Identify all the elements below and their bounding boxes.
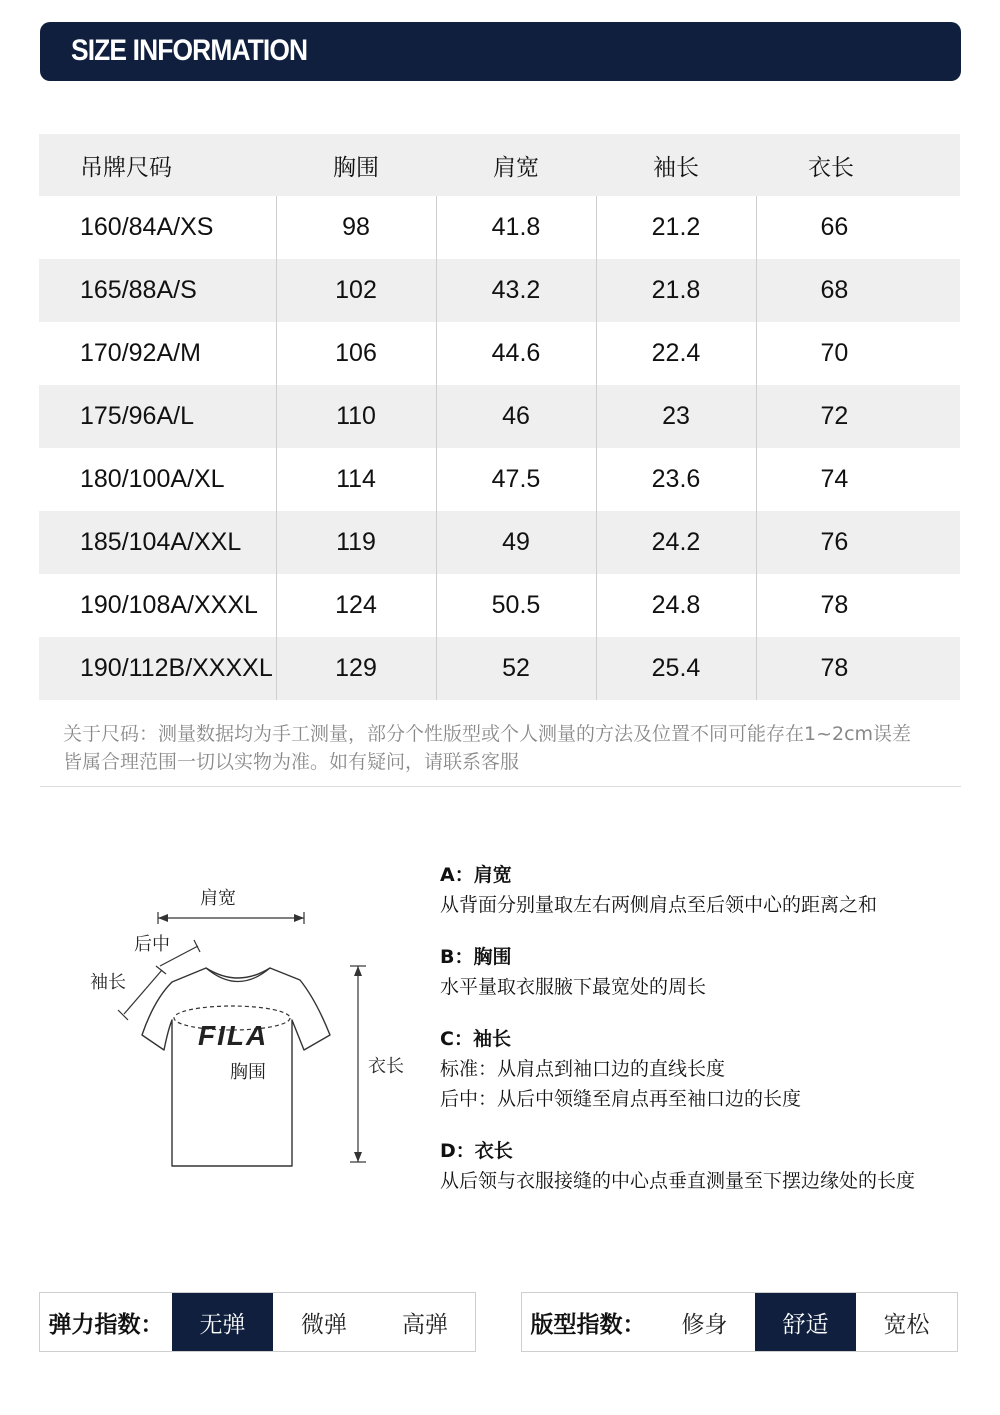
measurement-cell: 110: [276, 385, 436, 448]
fit-option[interactable]: 修身: [681, 1311, 728, 1338]
measurement-cell: 47.5: [436, 448, 596, 511]
measurement-cell: 25.4: [596, 637, 756, 700]
elasticity-option[interactable]: 无弹: [172, 1293, 273, 1351]
fit-index: [521, 1292, 958, 1352]
elasticity-label: 弹力指数：: [48, 1311, 164, 1338]
size-cell: 190/108A/XXXL: [80, 591, 258, 619]
table-row: [39, 196, 960, 259]
definition-text: 从背面分别量取左右两侧肩点至后领中心的距离之和: [440, 894, 878, 916]
measurement-cell: 50.5: [436, 574, 596, 637]
measurement-cell: 119: [276, 511, 436, 574]
measurement-diagram: [80, 870, 420, 1190]
measurement-cell: 66: [756, 196, 960, 259]
measurement-cell: 124: [276, 574, 436, 637]
measurement-cell: 78: [756, 574, 960, 637]
definition-text: 后中：从后中领缝至肩点再至袖口边的长度: [440, 1088, 802, 1110]
chest-label: 胸围: [230, 1062, 266, 1083]
fit-option[interactable]: 舒适: [755, 1293, 856, 1351]
elasticity-option[interactable]: 高弹: [402, 1311, 448, 1338]
definition-block: [440, 860, 980, 920]
measurement-cell: 98: [276, 196, 436, 259]
measurement-cell: 78: [756, 637, 960, 700]
table-header-row: [39, 134, 960, 196]
column-header-sleeve: 袖长: [596, 134, 756, 196]
table-row: [39, 385, 960, 448]
size-cell: 165/88A/S: [39, 259, 276, 322]
size-table: [39, 134, 960, 700]
measurement-cell: 24.8: [596, 574, 756, 637]
column-header-shoulder: 肩宽: [436, 134, 596, 196]
measurement-cell: 24.2: [596, 511, 756, 574]
definition-text: 水平量取衣服腋下最宽处的周长: [440, 976, 707, 998]
measurement-cell: 41.8: [436, 196, 596, 259]
measurement-cell: 21.2: [596, 196, 756, 259]
fit-label: 版型指数：: [530, 1311, 646, 1338]
note-line: 皆属合理范围一切以实物为准。如有疑问，请联系客服: [63, 751, 520, 773]
table-row: [39, 574, 960, 637]
measurement-cell: 46: [436, 385, 596, 448]
definition-title: D：衣长: [440, 1140, 513, 1162]
measurement-cell: 114: [276, 448, 436, 511]
size-cell: 175/96A/L: [39, 385, 276, 448]
length-label: 衣长: [368, 1056, 404, 1077]
back-center-label: 后中: [134, 934, 170, 955]
definition-title: A：肩宽: [440, 864, 512, 886]
size-cell: 170/92A/M: [80, 339, 201, 367]
measurement-cell: 76: [756, 511, 960, 574]
definition-block: [440, 1136, 980, 1196]
size-cell: 160/84A/XS: [80, 213, 214, 241]
elasticity-index: [39, 1292, 476, 1352]
column-header-length: 衣长: [756, 134, 960, 196]
table-row: [39, 637, 960, 700]
table-row: [39, 322, 960, 385]
measurement-cell: 70: [756, 322, 960, 385]
measurement-cell: 72: [756, 385, 960, 448]
table-row: [39, 448, 960, 511]
definition-title: B：胸围: [440, 946, 512, 968]
section-header: [40, 22, 961, 81]
measurement-cell: 43.2: [436, 259, 596, 322]
measurement-cell: 22.4: [596, 322, 756, 385]
measurement-cell: 21.8: [596, 259, 756, 322]
size-cell: 190/112B/XXXXL: [39, 637, 276, 700]
definition-text: 标准：从肩点到袖口边的直线长度: [440, 1058, 726, 1080]
measurement-cell: 74: [756, 448, 960, 511]
note-line: 关于尺码：测量数据均为手工测量，部分个性版型或个人测量的方法及位置不同可能存在1~2cm误差: [63, 723, 912, 745]
measurement-cell: 52: [436, 637, 596, 700]
table-row: [39, 511, 960, 574]
measurement-cell: 23.6: [596, 448, 756, 511]
section-title: SIZE INFORMATION: [71, 34, 308, 67]
definition-block: [440, 942, 980, 1002]
measurement-cell: 49: [436, 511, 596, 574]
fila-logo: FILA: [198, 1020, 269, 1051]
size-note: [63, 720, 963, 776]
size-cell: 185/104A/XXL: [39, 511, 276, 574]
measurement-cell: 106: [276, 322, 436, 385]
measurement-cell: 44.6: [436, 322, 596, 385]
size-cell: 180/100A/XL: [80, 465, 225, 493]
elasticity-option[interactable]: 微弹: [301, 1311, 347, 1338]
definition-text: 从后领与衣服接缝的中心点垂直测量至下摆边缘处的长度: [440, 1170, 916, 1192]
divider: [40, 786, 961, 787]
shoulder-label: 肩宽: [200, 888, 236, 909]
fit-option[interactable]: 宽松: [883, 1311, 930, 1338]
measurement-cell: 68: [756, 259, 960, 322]
definition-block: [440, 1024, 980, 1114]
sleeve-label: 袖长: [90, 972, 126, 993]
column-header-size: 吊牌尺码: [39, 134, 276, 196]
table-row: [39, 259, 960, 322]
definition-title: C：袖长: [440, 1028, 511, 1050]
measurement-cell: 129: [276, 637, 436, 700]
measurement-cell: 102: [276, 259, 436, 322]
column-header-chest: 胸围: [276, 134, 436, 196]
measurement-definitions: [440, 860, 980, 1218]
measurement-cell: 23: [596, 385, 756, 448]
